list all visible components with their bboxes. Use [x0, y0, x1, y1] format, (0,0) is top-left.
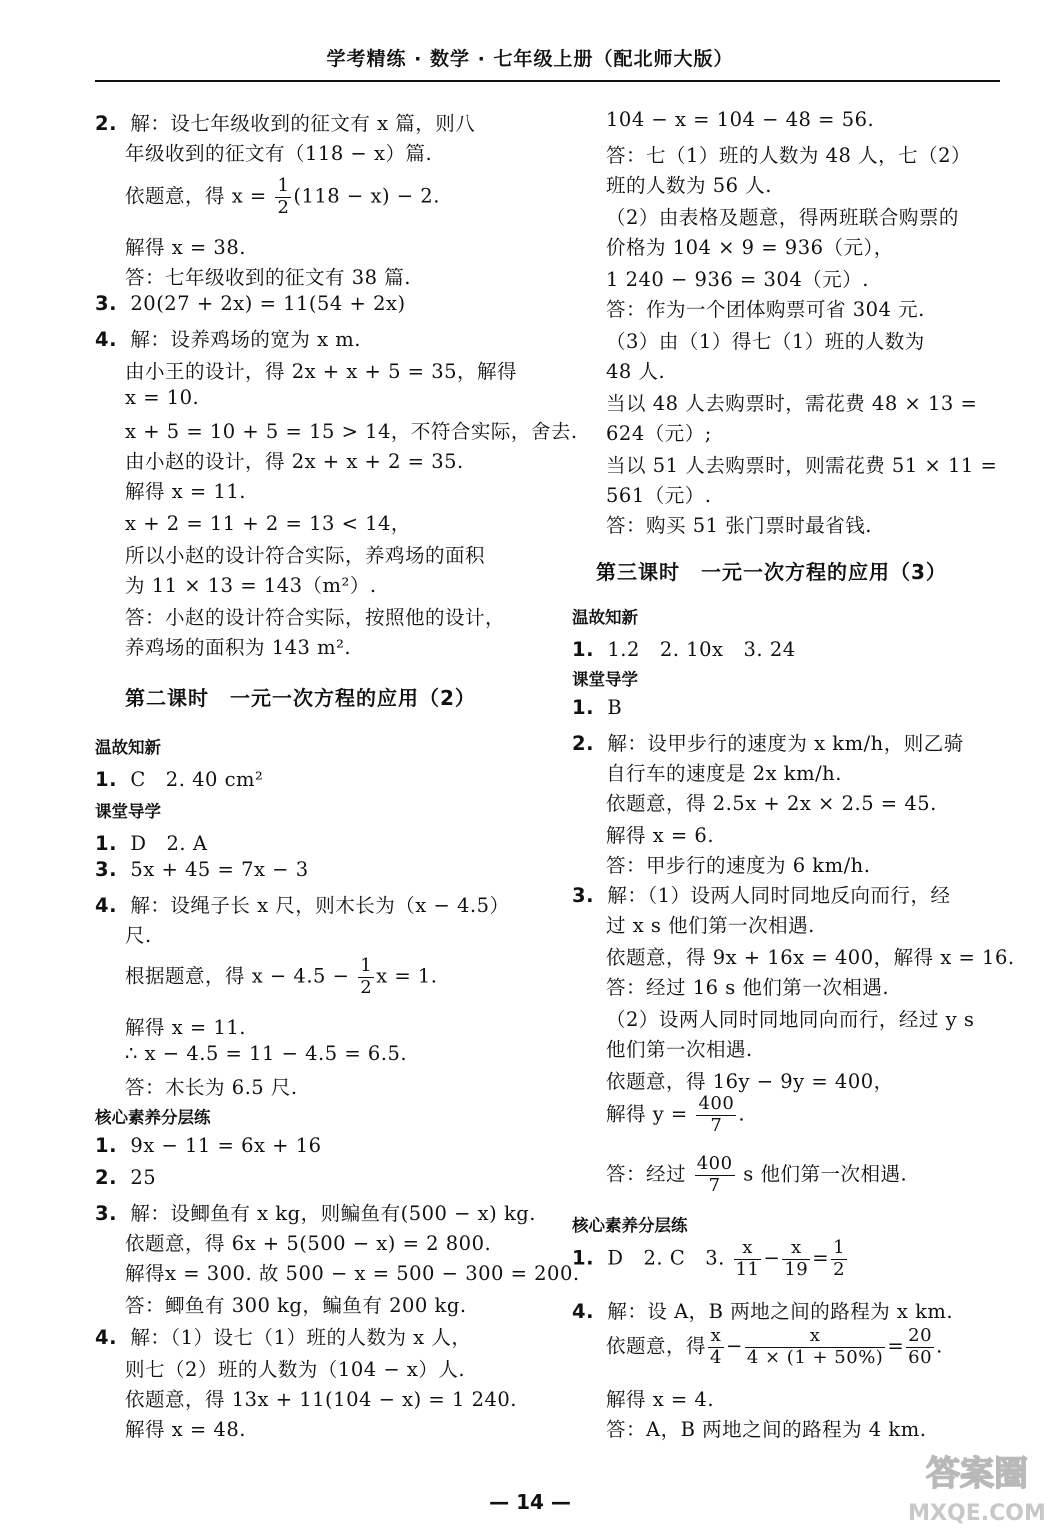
section-title: 第三课时 一元一次方程的应用（3）: [596, 560, 947, 584]
answer-line: 1. C 2. 40 cm²: [95, 768, 264, 791]
text-line: 解得x = 300. 故 500 − x = 500 − 300 = 200.: [125, 1262, 580, 1285]
page-number: — 14 —: [489, 1490, 571, 1514]
text-line: 当以 51 人去购票时，则需花费 51 × 11 =: [606, 454, 998, 477]
text-line: 答：小赵的设计符合实际，按照他的设计，: [125, 606, 506, 629]
text-line: 答：经过 16 s 他们第一次相遇.: [606, 976, 890, 999]
answer-line: 2. 解：设甲步行的速度为 x km/h，则乙骑: [572, 732, 964, 755]
q3-line: 3. 20(27 + 2x) = 11(54 + 2x): [95, 292, 406, 315]
fraction: $\frac{1}{2}$: [277, 175, 290, 218]
text-line: 48 人.: [606, 360, 666, 383]
text-line: 依题意，得 9x + 16x = 400，解得 x = 16.: [606, 946, 1015, 969]
text-line: 依题意，得 13x + 11(104 − x) = 1 240.: [125, 1388, 517, 1411]
text-line: 答：甲步行的速度为 6 km/h.: [606, 854, 871, 877]
answer-line: 1. D 2. A: [95, 832, 208, 855]
equation-line: 依题意，得 x = $\frac{1}{2}$ (118 − x) − 2.: [125, 175, 440, 218]
fraction: $\frac{x}{11}$: [735, 1237, 760, 1280]
text-line: 班的人数为 56 人.: [606, 174, 772, 197]
text-line: 答：购买 51 张门票时最省钱.: [606, 514, 872, 537]
answer-line: 1. 1.2 2. 10x 3. 24: [572, 638, 796, 661]
text-line: （3）由（1）得七（1）班的人数为: [606, 330, 925, 353]
text-line: 答：作为一个团体购票可省 304 元.: [606, 298, 925, 321]
text-line: 解得 x = 4.: [606, 1388, 715, 1411]
fraction: $\frac{x}{4 \times (1 + 50\%)}$: [746, 1325, 884, 1368]
text-line: 所以小赵的设计符合实际，养鸡场的面积: [125, 544, 486, 567]
answer-line: 1. D 2. C 3. $\frac{x}{11}$ − $\frac{x}{19}$ = $\frac{1}{2}$: [572, 1237, 846, 1280]
text-line: 解得 x = 48.: [125, 1418, 246, 1441]
text-line: x = 10.: [125, 386, 200, 409]
equation-line: 答：经过 $\frac{400}{7}$ s 他们第一次相遇.: [606, 1153, 908, 1196]
text-line: 他们第一次相遇.: [606, 1038, 753, 1061]
text-line: 当以 48 人去购票时，需花费 48 × 13 =: [606, 392, 978, 415]
text-line: 由小赵的设计，得 2x + x + 2 = 35.: [125, 450, 464, 473]
equation-line: 根据题意，得 x − 4.5 − $\frac{1}{2}$ x = 1.: [125, 955, 438, 998]
answer-line: 3. 解：设鲫鱼有 x kg，则鳊鱼有(500 − x) kg.: [95, 1202, 536, 1225]
fraction: $\frac{x}{4}$: [710, 1325, 722, 1368]
header-rule: [95, 80, 1000, 82]
answer-line: 1. 9x − 11 = 6x + 16: [95, 1134, 322, 1157]
answer-line: 4. 解：设绳子长 x 尺，则木长为（x − 4.5）: [95, 894, 510, 917]
equation-line: 解得 y = $\frac{400}{7}$ .: [606, 1093, 746, 1136]
fraction: $\frac{1}{2}$: [833, 1237, 846, 1280]
answer-line: 3. 解：（1）设两人同时同地反向而行，经: [572, 884, 951, 907]
answer-line: 4. 解：设 A，B 两地之间的路程为 x km.: [572, 1300, 954, 1323]
text-line: 答：鲫鱼有 300 kg，鳊鱼有 200 kg.: [125, 1294, 467, 1317]
q4-line: 4. 解：设养鸡场的宽为 x m.: [95, 328, 361, 351]
svg-text:答案圈: 答案圈: [926, 1454, 1028, 1494]
text-line: 养鸡场的面积为 143 m².: [125, 636, 352, 659]
text-line: 答：木长为 6.5 尺.: [125, 1076, 298, 1099]
text-line: 依题意，得 6x + 5(500 − x) = 2 800.: [125, 1232, 492, 1255]
section-title: 第二课时 一元一次方程的应用（2）: [125, 686, 476, 710]
text-line: 1 240 − 936 = 304（元）.: [606, 268, 869, 291]
text-line: x + 2 = 11 + 2 = 13 < 14，: [125, 512, 411, 535]
fraction: $\frac{400}{7}$: [698, 1093, 735, 1136]
subsection-title: 课堂导学: [572, 670, 638, 689]
fraction: $\frac{1}{2}$: [360, 955, 373, 998]
text-line: 尺.: [125, 924, 152, 947]
text-line: 年级收到的征文有（118 − x）篇.: [125, 142, 433, 165]
text-line: （2）设两人同时同地同向而行，经过 y s: [606, 1008, 975, 1031]
subsection-title: 温故知新: [572, 608, 638, 627]
text-line: ∴ x − 4.5 = 11 − 4.5 = 6.5.: [125, 1042, 408, 1065]
page-header: 学考精练 · 数学 · 七年级上册（配北师大版）: [326, 48, 734, 70]
text-line: 104 − x = 104 − 48 = 56.: [606, 108, 875, 131]
text-line: 价格为 104 × 9 = 936（元），: [606, 236, 894, 259]
q2-line: 2. 解：设七年级收到的征文有 x 篇，则八: [95, 112, 476, 135]
subsection-title: 温故知新: [95, 738, 161, 757]
svg-text:MXQE.COM: MXQE.COM: [908, 1501, 1046, 1526]
watermark-logo: [902, 1440, 1052, 1530]
answer-line: 2. 25: [95, 1166, 157, 1189]
text-line: 解得 x = 6.: [606, 824, 715, 847]
answer-line: 1. B: [572, 696, 623, 719]
answer-line: 4. 解：（1）设七（1）班的人数为 x 人，: [95, 1326, 472, 1349]
text-line: 自行车的速度是 2x km/h.: [606, 762, 842, 785]
fraction: $\frac{400}{7}$: [696, 1153, 733, 1196]
fraction: $\frac{x}{19}$: [784, 1237, 809, 1280]
subsection-title: 课堂导学: [95, 802, 161, 821]
fraction: $\frac{20}{60}$: [908, 1325, 933, 1368]
text-line: （2）由表格及题意，得两班联合购票的: [606, 206, 959, 229]
text-line: 答：A，B 两地之间的路程为 4 km.: [606, 1418, 927, 1441]
text-line: 561（元）.: [606, 484, 712, 507]
answer-line: 3. 5x + 45 = 7x − 3: [95, 858, 309, 881]
text-line: 由小王的设计，得 2x + x + 5 = 35，解得: [125, 360, 518, 383]
text-line: x + 5 = 10 + 5 = 15 > 14，不符合实际，舍去.: [125, 420, 578, 443]
text-line: 则七（2）班的人数为（104 − x）人.: [125, 1358, 466, 1381]
text-line: 解得 x = 11.: [125, 480, 246, 503]
text-line: 答：七年级收到的征文有 38 篇.: [125, 266, 411, 289]
text-line: 为 11 × 13 = 143（m²）.: [125, 574, 377, 597]
text-line: 624（元）;: [606, 422, 712, 445]
text-line: 解得 x = 38.: [125, 236, 246, 259]
text-line: 答：七（1）班的人数为 48 人，七（2）: [606, 144, 972, 167]
text-line: 依题意，得 16y − 9y = 400，: [606, 1070, 894, 1093]
text-line: 依题意，得 2.5x + 2x × 2.5 = 45.: [606, 792, 937, 815]
text-line: 解得 x = 11.: [125, 1016, 246, 1039]
subsection-title: 核心素养分层练: [572, 1216, 688, 1235]
subsection-title: 核心素养分层练: [95, 1108, 211, 1127]
equation-line: 依题意，得 $\frac{x}{4}$ − $\frac{x}{4 \times (1 + 50\%)}$ = $\frac{20}{60}$ .: [606, 1325, 943, 1368]
text-line: 过 x s 他们第一次相遇.: [606, 914, 815, 937]
